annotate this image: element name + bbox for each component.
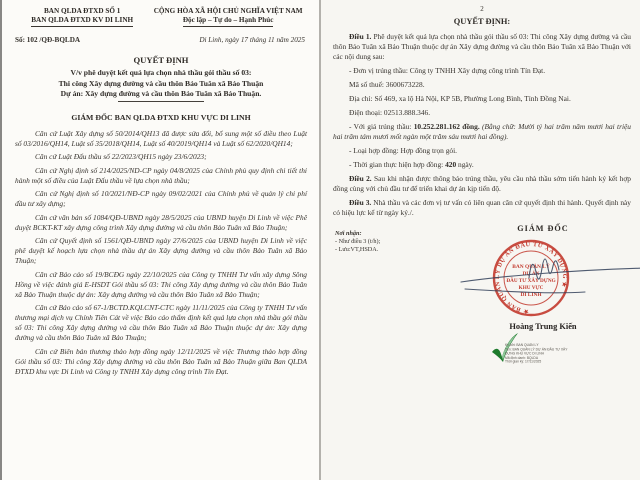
price-in-words: (Bằng chữ: Mười tỷ hai trăm năm mươi hai triệu hai trăm tám mươi mốt ngàn một trăm sáu mươi hai đồng). [333, 122, 631, 141]
phone-line: Điện thoại: 02513.888.346. [349, 108, 431, 117]
article-3-label: Điều 3. [349, 198, 372, 207]
winner-line: - Đơn vị trúng thầu: Công ty TNHH Xây dựng công trình Tín Đạt. [349, 66, 546, 75]
document-title-block [15, 55, 307, 102]
recitals-section [15, 129, 307, 377]
price-prefix: - Với giá trúng thầu: [349, 122, 414, 131]
issuing-org-block [15, 7, 149, 27]
signature-footer [333, 222, 631, 412]
scan-edge-shadow [0, 0, 2, 480]
recital-paragraph: Căn cứ Nghị định số 10/2021/NĐ-CP ngày 09/02/2021 của Chính phủ về quản lý chi phí đầu tư xây dựng; [15, 189, 307, 208]
article-2-text: Sau khi nhận được thông báo trúng thầu, yêu cầu nhà thầu sớm tiến hành ký kết hợp đồng cùng với chủ đầu tư để triển khai dự án kịp tiến độ. [333, 174, 631, 193]
signer-title: GIÁM ĐỐC [517, 224, 569, 233]
stamp-center-line: ĐẦU TƯ XÂY DỰNG [506, 278, 556, 284]
issuing-authority-heading: GIÁM ĐỐC BAN QLDA ĐTXD KHU VỰC DI LINH [71, 112, 251, 122]
national-title: CỘNG HÒA XÃ HỘI CHỦ NGHĨA VIỆT NAM [153, 7, 303, 15]
price-value: 10.252.281.162 [413, 122, 460, 131]
recital-paragraph: Căn cứ văn bản số 1084/QĐ-UBND ngày 28/5/2025 của UBND huyện Di Linh về việc Phê duyệt BCKT-KT xây dựng công trình Xây dựng đường và cầu thôn Bảo Tuân xã Bảo Thuận; [15, 212, 307, 232]
recipients-item: - Như điều 3 (t/h); [335, 238, 381, 245]
recital-paragraph: Căn cứ Luật Xây dựng số 50/2014/QH13 đã được sửa đổi, bổ sung một số điều theo Luật số 03/2016/QH14, Luật số 35/2018/QH14, Luật số 40/2019/QH14 và Luật số 62/2020/QH14; [15, 128, 307, 148]
document-number: Số: 102 /QĐ-BQLDA [15, 36, 81, 44]
stamp-center-line: BAN QUẢN LÝ [512, 264, 550, 270]
article-2-label: Điều 2. [349, 174, 372, 183]
tax-code-line: Mã số thuế: 3600673228. [349, 80, 425, 89]
stamp-center-line: DI LINH [520, 292, 542, 298]
article-1 [333, 32, 631, 62]
recital-paragraph: Căn cứ Báo cáo số 67-1/BCTD.KQLCNT-CTC ngày 11/11/2025 của Công ty TNHH Tư vấn thương mại dịch vụ Chính Tiên Cát về việc Báo cáo thẩm định kết quả lựa chọn nhà thầu gói thầu số 03: Thi công Xây dựng đường và cầu thôn Bảo Tuân xã Bảo Thuận thuộc dự án: Xây dựng đường và cầu thôn Bảo Tuân xã Bảo Thuận; [15, 303, 307, 342]
national-motto-block [149, 7, 307, 27]
handwritten-signature [333, 242, 640, 308]
price-line [333, 122, 631, 142]
page-number: 2 [480, 5, 484, 13]
article-3-text: Nhà thầu và các đơn vị tư vấn có liên quan căn cứ quyết định thi hành. Quyết định này có hiệu lực kể từ ngày ký./. [333, 198, 631, 217]
document-subtitle-3: Dự án: Xây dựng đường và cầu thôn Bảo Tuân xã Bảo Thuận. [60, 89, 262, 98]
stamp-ring-text: ★ BAN QUẢN LÝ DỰ ÁN ĐẦU TƯ XÂY DỰNG ★ [493, 240, 569, 316]
recipients-title: Nơi nhận: [335, 230, 362, 237]
article-1-label: Điều 1. [349, 32, 372, 41]
dsig-line: Thời gian ký: 17/11/2025 [505, 360, 542, 364]
duration-value: 420 [445, 160, 457, 169]
recital-paragraph: Căn cứ Báo cáo số 19/BCĐG ngày 22/10/2025 của Công ty TNHH Tư vấn xây dựng Sông Hồng về việc đánh giá E-HSDT Gói thầu số 03: Thi công Xây dựng đường và cầu thôn Bảo Tuân xã Bảo Thuận thuộc dự án: Xây dựng đường và cầu thôn Bảo Tuân xã Bảo Thuận; [15, 269, 307, 299]
org-name-line1: BAN QLDA ĐTXD SỐ 1 [44, 7, 121, 15]
number-date-row [15, 36, 307, 44]
digital-signature-text [505, 344, 615, 365]
title-underline [118, 101, 204, 102]
recital-paragraph: Căn cứ Quyết định số 1561/QĐ-UBND ngày 27/6/2025 của UBND huyện Di Linh về việc phê duyệt kế hoạch lựa chọn nhà thầu dự án Xây dựng đường và cầu thôn Bảo Tuân xã Bảo Thuận; [15, 236, 307, 265]
recital-paragraph: Căn cứ Nghị định số 214/2025/ND-CP ngày 04/8/2025 của Chính phủ quy định chi tiết thi hành một số điều của Luật Đấu thầu về lựa chọn nhà thầu; [15, 165, 307, 185]
article-1-text: Phê duyệt kết quả lựa chọn nhà thầu gói thầu số 03: Thi công Xây dựng đường và cầu thôn Bảo Tuân xã Bảo Thuận thuộc dự án Xây dựng đường và cầu thôn Bảo Tuân xã Bảo Thuận với các nội dung sau: [333, 32, 631, 61]
contract-type-line: - Loại hợp đồng: Hợp đồng trọn gói. [349, 146, 457, 155]
national-motto: Độc lập – Tự do – Hạnh Phúc [183, 16, 274, 27]
dsig-line: DỰNG KHU VỰC DI LINH [505, 352, 545, 356]
stamp-center-line: KHU VỰC [518, 285, 544, 291]
address-line: Địa chỉ: Số 469, xa lộ Hà Nội, KP 5B, Phường Long Bình, Tỉnh Đồng Nai. [349, 94, 571, 103]
decision-heading: QUYẾT ĐỊNH: [453, 17, 511, 26]
dsig-line: Tên: BAN QUẢN LÝ DỰ ÁN ĐẦU TƯ XÂY [505, 348, 568, 352]
duration-suffix: ngày. [456, 160, 474, 169]
page-1 [0, 0, 319, 480]
recipients-item: - Lưu:VT,HSDA. [335, 246, 379, 253]
document-subtitle-2: Thi công Xây dựng đường và cầu thôn Bảo Tuân xã Bảo Thuận [58, 78, 264, 88]
duration-line [333, 160, 631, 170]
page-2 [321, 0, 640, 480]
document-subtitle-1: V/v phê duyệt kết quả lựa chọn nhà thầu gói thầu số 03: [70, 68, 252, 77]
signer-name: Hoàng Trung Kiến [509, 322, 577, 331]
price-unit: đồng. [459, 122, 483, 131]
recital-paragraph: Căn cứ Luật Đấu thầu số 22/2023/QH15 ngày 23/6/2023; [35, 152, 207, 161]
duration-prefix: - Thời gian thực hiện hợp đồng: [349, 160, 446, 169]
recital-paragraph: Căn cứ Biên bản thương thảo hợp đồng ngày 12/11/2025 về việc Thương thảo hợp đồng Gói thầu số 03: Thi công Xây dựng đường và cầu thôn Bảo Tuân xã Bảo Thuận giữa Ban QLDA ĐTXD khu vực Di Linh và Công ty TNHH Xây dựng công trình Tín Đạt. [15, 346, 307, 376]
document-title: QUYẾT ĐỊNH [133, 55, 189, 65]
stamp-center-line: DỰ ÁN [522, 271, 540, 277]
page1-header [15, 7, 307, 27]
place-and-date: Di Linh, ngày 17 tháng 11 năm 2025 [199, 36, 305, 44]
dsig-line: Ký bởi: BAN QUẢN LÝ [505, 344, 539, 348]
article-2 [333, 174, 631, 194]
dsig-line: Mã định danh: BQLDA [505, 356, 539, 360]
article-3 [333, 198, 631, 218]
org-name-line2: BAN QLDA ĐTXD KV DI LINH [31, 16, 133, 27]
